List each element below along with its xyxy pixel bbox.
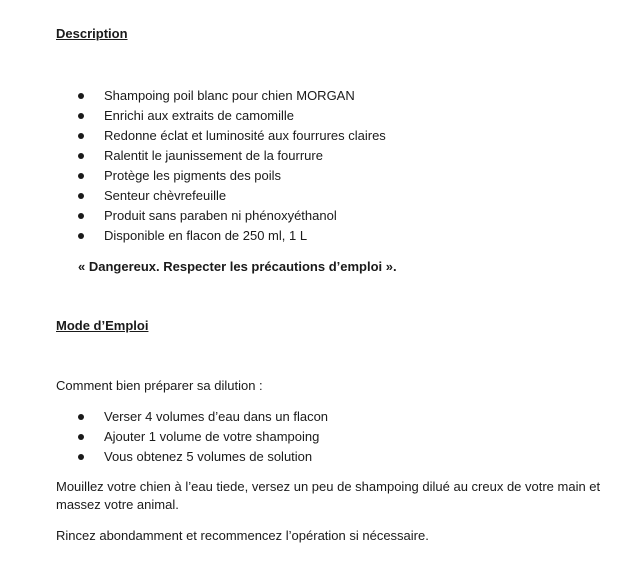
list-item bbox=[0, 146, 386, 166]
list-item-text: Enrichi aux extraits de camomille bbox=[104, 108, 295, 123]
list-item-text: Verser 4 volumes d’eau dans un flacon bbox=[104, 409, 329, 424]
danger-warning: « Dangereux. Respecter les précautions d’emploi ». bbox=[78, 259, 397, 274]
dilution-steps-list bbox=[0, 407, 328, 467]
list-item-text: Vous obtenez 5 volumes de solution bbox=[104, 449, 313, 464]
bullet-icon bbox=[78, 153, 84, 159]
list-item-text: Produit sans paraben ni phénoxyéthanol bbox=[104, 208, 337, 223]
instructions-line-2: massez votre animal. bbox=[56, 497, 179, 512]
list-item-text: Redonne éclat et luminosité aux fourrures claires bbox=[104, 128, 386, 143]
list-item-text: Senteur chèvrefeuille bbox=[104, 188, 227, 203]
description-list bbox=[0, 86, 386, 246]
bullet-icon bbox=[78, 113, 84, 119]
dilution-intro: Comment bien préparer sa dilution : bbox=[56, 378, 263, 393]
list-item bbox=[0, 407, 328, 427]
bullet-icon bbox=[78, 133, 84, 139]
bullet-icon bbox=[78, 193, 84, 199]
list-item bbox=[0, 166, 386, 186]
list-item-text: Ajouter 1 volume de votre shampoing bbox=[104, 429, 320, 444]
list-item-text: Ralentit le jaunissement de la fourrure bbox=[104, 148, 323, 163]
list-item bbox=[0, 226, 386, 246]
bullet-icon bbox=[78, 173, 84, 179]
bullet-icon bbox=[78, 233, 84, 239]
bullet-icon bbox=[78, 213, 84, 219]
description-heading: Description bbox=[56, 26, 128, 41]
list-item-text: Disponible en flacon de 250 ml, 1 L bbox=[104, 228, 308, 243]
bullet-icon bbox=[78, 414, 84, 420]
list-item bbox=[0, 106, 386, 126]
list-item bbox=[0, 427, 328, 447]
list-item-text: Shampoing poil blanc pour chien MORGAN bbox=[104, 88, 355, 103]
list-item bbox=[0, 126, 386, 146]
bullet-icon bbox=[78, 93, 84, 99]
bullet-icon bbox=[78, 454, 84, 460]
bullet-icon bbox=[78, 434, 84, 440]
instructions-paragraph bbox=[56, 478, 626, 514]
mode-emploi-heading: Mode d’Emploi bbox=[56, 318, 149, 333]
list-item bbox=[0, 206, 386, 226]
list-item bbox=[0, 186, 386, 206]
rinse-paragraph: Rincez abondamment et recommencez l’opération si nécessaire. bbox=[56, 528, 429, 543]
instructions-line-1: Mouillez votre chien à l’eau tiede, versez un peu de shampoing dilué au creux de votre main et bbox=[56, 479, 601, 494]
list-item-text: Protège les pigments des poils bbox=[104, 168, 282, 183]
list-item bbox=[0, 447, 328, 467]
list-item bbox=[0, 86, 386, 106]
